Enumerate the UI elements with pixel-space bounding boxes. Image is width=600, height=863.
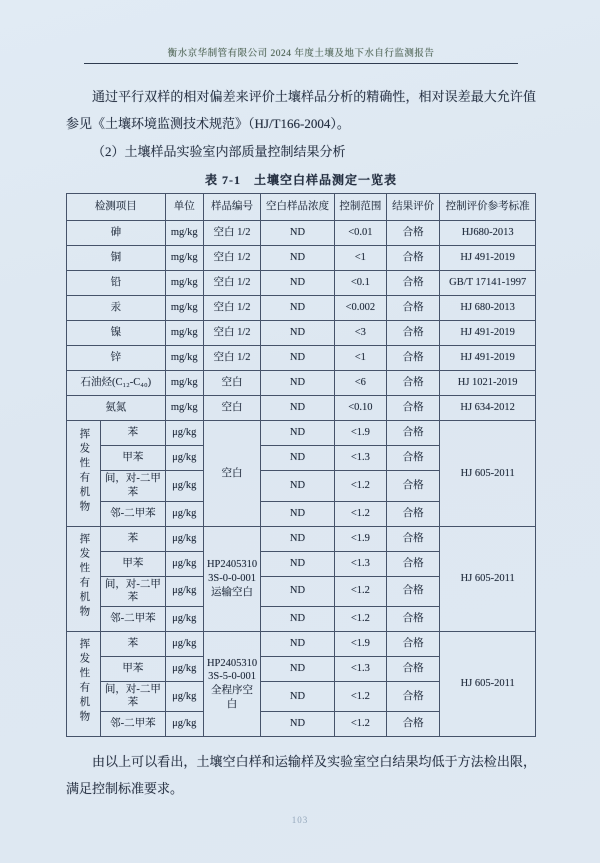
unit-cell: μg/kg — [165, 421, 203, 446]
result-cell: 合格 — [387, 371, 440, 396]
unit-cell: μg/kg — [165, 606, 203, 631]
range-cell: <1.2 — [334, 471, 386, 501]
sample-id-cell: 空白 1/2 — [203, 221, 260, 246]
voc-group-label: 挥发性有机物 — [78, 427, 90, 515]
table-row — [67, 296, 536, 321]
range-cell: <3 — [334, 321, 386, 346]
range-cell: <1.2 — [334, 606, 386, 631]
voc-group-label: 挥发性有机物 — [78, 532, 90, 620]
col-header-standard: 控制评价参考标准 — [440, 194, 536, 221]
sample-id-cell: 空白 — [203, 396, 260, 421]
result-cell: 合格 — [387, 246, 440, 271]
sample-id-cell: 空白 — [203, 421, 260, 526]
range-cell: <1 — [334, 346, 386, 371]
col-header-unit: 单位 — [165, 194, 203, 221]
unit-cell: mg/kg — [165, 396, 203, 421]
table-row — [67, 271, 536, 296]
unit-cell: μg/kg — [165, 656, 203, 681]
result-cell: 合格 — [387, 221, 440, 246]
result-cell: 合格 — [387, 346, 440, 371]
range-cell: <1.2 — [334, 501, 386, 526]
standard-cell: HJ 491-2019 — [440, 246, 536, 271]
unit-cell: mg/kg — [165, 271, 203, 296]
voc-group-label-cell — [67, 631, 101, 736]
analyte-cell: 铜 — [67, 246, 166, 271]
table-row — [67, 221, 536, 246]
sample-id-cell: 空白 1/2 — [203, 321, 260, 346]
conc-cell: ND — [261, 681, 334, 711]
unit-cell: μg/kg — [165, 551, 203, 576]
unit-cell: mg/kg — [165, 371, 203, 396]
table-row — [67, 371, 536, 396]
conc-cell: ND — [261, 321, 334, 346]
table-row — [67, 631, 536, 656]
analyte-cell: 邻-二甲苯 — [101, 606, 165, 631]
conc-cell: ND — [261, 271, 334, 296]
analyte-cell: 间，对-二甲苯 — [101, 576, 165, 606]
conc-cell: ND — [261, 246, 334, 271]
col-header-result: 结果评价 — [387, 194, 440, 221]
result-cell: 合格 — [387, 551, 440, 576]
blank-sample-table — [66, 193, 536, 737]
result-cell: 合格 — [387, 296, 440, 321]
analyte-cell: 邻-二甲苯 — [101, 712, 165, 737]
analyte-cell: 邻-二甲苯 — [101, 501, 165, 526]
unit-cell: μg/kg — [165, 712, 203, 737]
analyte-cell: 石油烃(C₁₂-C₄₀) — [67, 371, 166, 396]
table-header-row — [67, 194, 536, 221]
result-cell: 合格 — [387, 631, 440, 656]
result-cell: 合格 — [387, 471, 440, 501]
sample-id-cell: HP24053103S-5-0-001全程序空白 — [203, 631, 260, 736]
conc-cell: ND — [261, 296, 334, 321]
result-cell: 合格 — [387, 271, 440, 296]
unit-cell: mg/kg — [165, 296, 203, 321]
section-heading: （2）土壤样品实验室内部质量控制结果分析 — [92, 144, 346, 160]
conc-cell: ND — [261, 421, 334, 446]
unit-cell: μg/kg — [165, 501, 203, 526]
sample-id-cell: 空白 1/2 — [203, 271, 260, 296]
result-cell: 合格 — [387, 681, 440, 711]
result-cell: 合格 — [387, 321, 440, 346]
page-number: 103 — [291, 815, 309, 825]
analyte-cell: 铅 — [67, 271, 166, 296]
conc-cell: ND — [261, 396, 334, 421]
report-header-title: 衡水京华制管有限公司 2024 年度土壤及地下水自行监测报告 — [167, 49, 435, 59]
conc-cell: ND — [261, 371, 334, 396]
unit-cell: μg/kg — [165, 631, 203, 656]
unit-cell: mg/kg — [165, 346, 203, 371]
conc-cell: ND — [261, 501, 334, 526]
conc-cell: ND — [261, 631, 334, 656]
result-cell: 合格 — [387, 396, 440, 421]
analyte-cell: 砷 — [67, 221, 166, 246]
conc-cell: ND — [261, 656, 334, 681]
analyte-cell: 苯 — [101, 526, 165, 551]
analyte-cell: 苯 — [101, 631, 165, 656]
standard-cell: HJ 491-2019 — [440, 346, 536, 371]
analyte-cell: 甲苯 — [101, 656, 165, 681]
table-caption: 表 7-1 土壤空白样品测定一览表 — [205, 173, 397, 188]
analyte-cell: 间，对-二甲苯 — [101, 681, 165, 711]
table-row — [67, 421, 536, 446]
voc-group-label-cell — [67, 526, 101, 631]
range-cell: <1.3 — [334, 656, 386, 681]
result-cell: 合格 — [387, 526, 440, 551]
col-header-analyte: 检测项目 — [67, 194, 166, 221]
standard-cell: GB/T 17141-1997 — [440, 271, 536, 296]
sample-id-cell: 空白 1/2 — [203, 346, 260, 371]
analyte-cell: 甲苯 — [101, 551, 165, 576]
range-cell: <0.1 — [334, 271, 386, 296]
conc-cell: ND — [261, 576, 334, 606]
standard-cell: HJ 634-2012 — [440, 396, 536, 421]
unit-cell: mg/kg — [165, 246, 203, 271]
table-row — [67, 526, 536, 551]
range-cell: <1.3 — [334, 551, 386, 576]
analyte-cell: 间，对-二甲苯 — [101, 471, 165, 501]
closing-paragraph: 由以上可以看出，土壤空白样和运输样及实验室空白结果均低于方法检出限，满足控制标准要求。 — [66, 754, 536, 796]
analyte-cell: 锌 — [67, 346, 166, 371]
analyte-cell: 甲苯 — [101, 446, 165, 471]
header-divider — [84, 63, 518, 64]
result-cell: 合格 — [387, 712, 440, 737]
range-cell: <0.10 — [334, 396, 386, 421]
result-cell: 合格 — [387, 501, 440, 526]
range-cell: <0.01 — [334, 221, 386, 246]
analyte-cell: 镍 — [67, 321, 166, 346]
analyte-cell: 氨氮 — [67, 396, 166, 421]
unit-cell: μg/kg — [165, 576, 203, 606]
conc-cell: ND — [261, 712, 334, 737]
result-cell: 合格 — [387, 446, 440, 471]
result-cell: 合格 — [387, 421, 440, 446]
paragraph-precision: 通过平行双样的相对偏差来评价土壤样品分析的精确性，相对误差最大允许值参见《土壤环境监测技术规范》（HJ/T166-2004）。 — [66, 89, 536, 131]
range-cell: <0.002 — [334, 296, 386, 321]
conc-cell: ND — [261, 551, 334, 576]
unit-cell: μg/kg — [165, 471, 203, 501]
sample-id-cell: 空白 1/2 — [203, 246, 260, 271]
sample-id-cell: 空白 1/2 — [203, 296, 260, 321]
voc-group-label-cell — [67, 421, 101, 526]
range-cell: <1.9 — [334, 421, 386, 446]
conc-cell: ND — [261, 221, 334, 246]
conc-cell: ND — [261, 471, 334, 501]
standard-cell: HJ 491-2019 — [440, 321, 536, 346]
range-cell: <1.2 — [334, 681, 386, 711]
result-cell: 合格 — [387, 576, 440, 606]
conc-cell: ND — [261, 446, 334, 471]
table-row — [67, 396, 536, 421]
conc-cell: ND — [261, 606, 334, 631]
unit-cell: μg/kg — [165, 681, 203, 711]
col-header-sample-id: 样品编号 — [203, 194, 260, 221]
voc-group-label: 挥发性有机物 — [78, 638, 90, 726]
range-cell: <6 — [334, 371, 386, 396]
analyte-cell: 汞 — [67, 296, 166, 321]
standard-cell: HJ 605-2011 — [440, 421, 536, 526]
standard-cell: HJ 1021-2019 — [440, 371, 536, 396]
sample-id-cell: HP24053103S-0-0-001运输空白 — [203, 526, 260, 631]
standard-cell: HJ 605-2011 — [440, 631, 536, 736]
table-row — [67, 346, 536, 371]
unit-cell: mg/kg — [165, 221, 203, 246]
range-cell: <1.9 — [334, 526, 386, 551]
result-cell: 合格 — [387, 656, 440, 681]
range-cell: <1.9 — [334, 631, 386, 656]
analyte-cell: 苯 — [101, 421, 165, 446]
unit-cell: μg/kg — [165, 526, 203, 551]
standard-cell: HJ 605-2011 — [440, 526, 536, 631]
range-cell: <1.2 — [334, 576, 386, 606]
table-row — [67, 246, 536, 271]
unit-cell: μg/kg — [165, 446, 203, 471]
range-cell: <1.2 — [334, 712, 386, 737]
range-cell: <1 — [334, 246, 386, 271]
sample-id-cell: 空白 — [203, 371, 260, 396]
conc-cell: ND — [261, 346, 334, 371]
result-cell: 合格 — [387, 606, 440, 631]
unit-cell: mg/kg — [165, 321, 203, 346]
table-row — [67, 321, 536, 346]
standard-cell: HJ 680-2013 — [440, 296, 536, 321]
range-cell: <1.3 — [334, 446, 386, 471]
standard-cell: HJ680-2013 — [440, 221, 536, 246]
col-header-blank-conc: 空白样品浓度 — [261, 194, 334, 221]
conc-cell: ND — [261, 526, 334, 551]
col-header-control-range: 控制范围 — [334, 194, 386, 221]
